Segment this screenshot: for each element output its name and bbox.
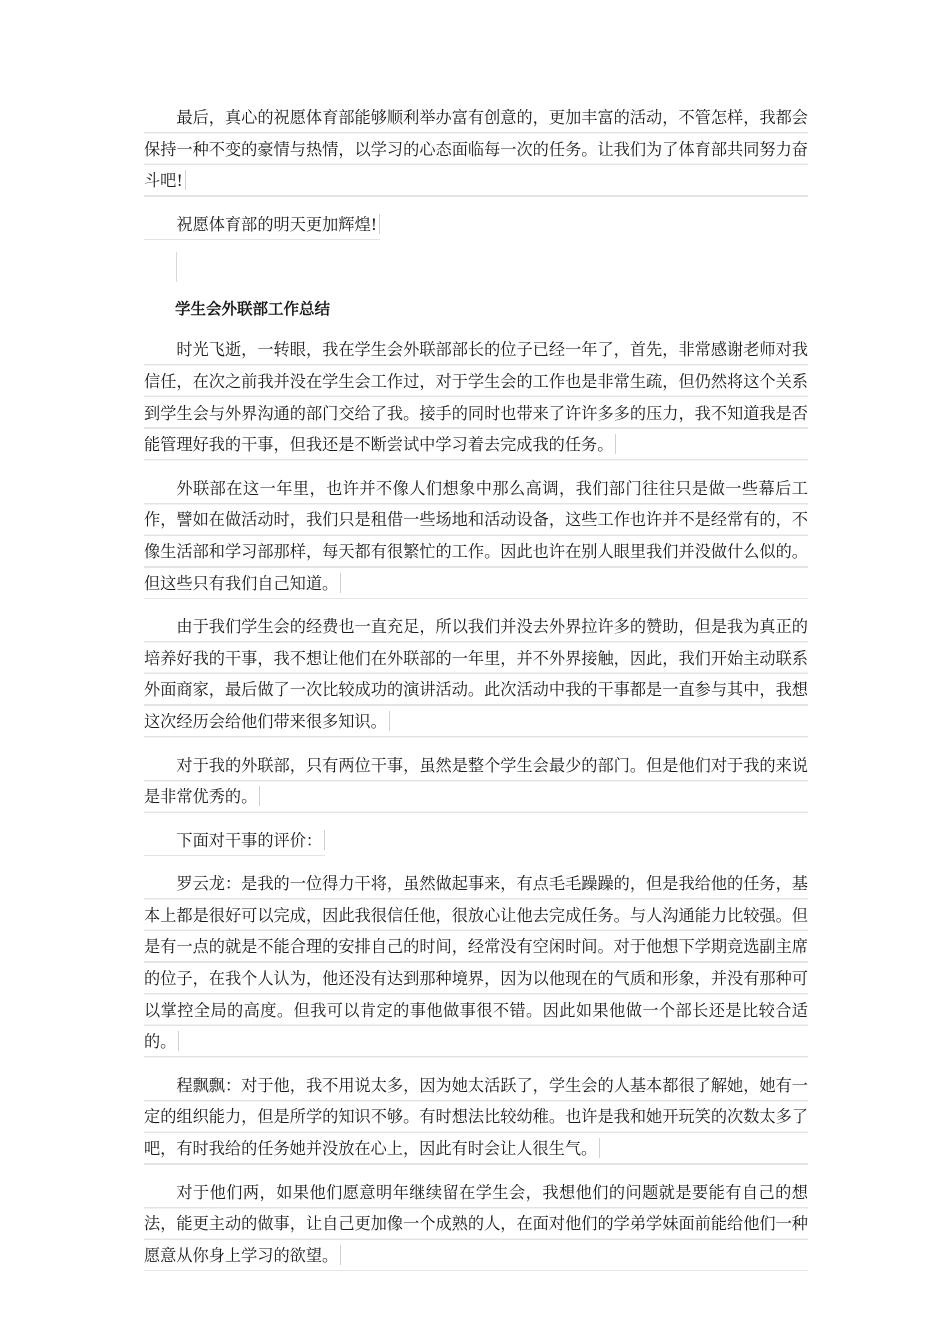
closing-paragraph: 最后，真心的祝愿体育部能够顺利举办富有创意的，更加丰富的活动，不管怎样，我都会保持一种不变的豪情与热情，以学习的心态面临每一次的任务。让我们为了体育部共同努力奋斗吧! [144, 102, 808, 197]
conclusion-paragraph: 对于他们两，如果他们愿意明年继续留在学生会，我想他们的问题就是要能有自己的想法，能更主动的做事，让自己更加像一个成熟的人，在面对他们的学弟学妹面前能给他们一种愿意从你身上学习的欲望。 [144, 1177, 808, 1272]
body-paragraph: 时光飞逝，一转眼，我在学生会外联部部长的位子已经一年了，首先，非常感谢老师对我信任，在次之前我并没在学生会工作过，对于学生会的工作也是非常生疏，但仍然将这个关系到学生会与外界沟通的部门交给了我。接手的同时也带来了许许多多的压力，我不知道我是否能管理好我的干事，但我还是不断尝试中学习着去完成我的任务。 [144, 334, 808, 460]
closing-wish: 祝愿体育部的明天更加辉煌! [144, 209, 380, 241]
body-paragraph: 外联部在这一年里，也许并不像人们想象中那么高调，我们部门往往只是做一些幕后工作，譬如在做活动时，我们只是租借一些场地和活动设备，这些工作也许并不是经常有的，不像生活部和学习部那样，每天都有很繁忙的工作。因此也许在别人眼里我们并没做什么似的。但这些只有我们自己知道。 [144, 473, 808, 599]
staff-evaluation-paragraph: 程飘飘：对于他，我不用说太多，因为她太活跃了，学生会的人基本都很了解她，她有一定的组织能力，但是所学的知识不够。有时想法比较幼稚。也许是我和她开玩笑的次数太多了吧，有时我给的任务她并没放在心上，因此有时会让人很生气。 [144, 1070, 808, 1165]
body-paragraph: 对于我的外联部，只有两位干事，虽然是整个学生会最少的部门。但是他们对于我的来说是非常优秀的。 [144, 750, 808, 813]
evaluation-intro: 下面对干事的评价： [144, 825, 325, 857]
staff-evaluation-paragraph: 罗云龙：是我的一位得力干将，虽然做起事来，有点毛毛躁躁的，但是我给他的任务，基本上都是很好可以完成，因此我很信任他，很放心让他去完成任务。与人沟通能力比较强。但是有一点的就是不能合理的安排自己的时间，经常没有空闲时间。对于他想下学期竞选副主席的位子，在我个人认为，他还没有达到那种境界，因为以他现在的气质和形象，并没有那种可以掌控全局的高度。但我可以肯定的事他做事很不错。因此如果他做一个部长还是比较合适的。 [144, 868, 808, 1058]
document-page [144, 102, 808, 1283]
section-title: 学生会外联部工作总结 [175, 300, 331, 319]
body-paragraph: 由于我们学生会的经费也一直充足，所以我们并没去外界拉许多的赞助，但是我为真正的培养好我的干事，我不想让他们在外联部的一年里，并不外界接触，因此，我们开始主动联系外面商家，最后做了一次比较成功的演讲活动。此次活动中我的干事都是一直参与其中，我想这次经历会给他们带来很多知识。 [144, 611, 808, 737]
blank-line [176, 252, 178, 282]
